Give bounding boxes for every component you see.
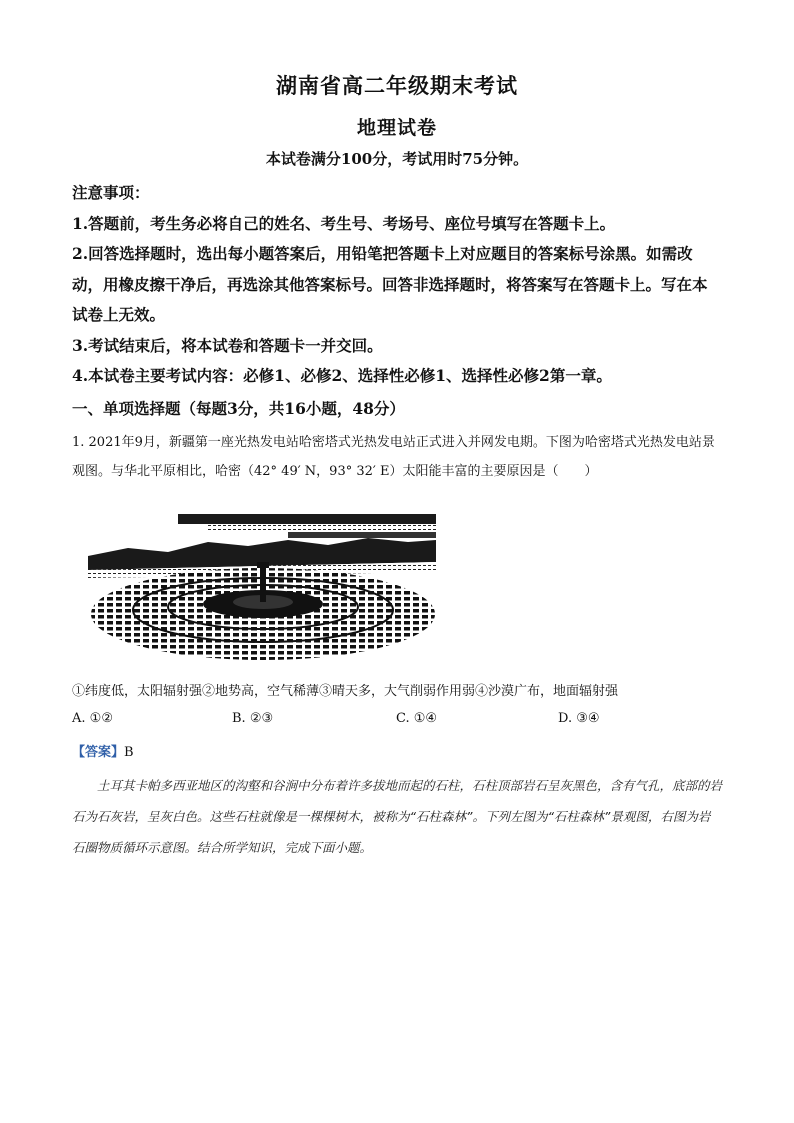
option-b[interactable]	[232, 711, 273, 726]
note-item-2: 2.回答选择题时，选出每小题答案后，用铅笔把答题卡上对应题目的答案标号涂黑。如需改动，用橡皮擦干净后，再选涂其他答案标号。回答非选择题时，将答案写在答题卡上。写在本试卷上无效。	[72, 244, 708, 324]
exam-subtitle: 地理试卷	[356, 117, 437, 139]
notes-heading: 注意事项：	[72, 183, 150, 202]
option-b-letter: B.	[232, 711, 246, 726]
note-item-3: 3.考试结束后，将本试卷和答题卡一并交回。	[72, 335, 383, 355]
option-a[interactable]	[72, 711, 113, 726]
notes-section	[72, 178, 722, 392]
option-c-text: ①④	[413, 711, 438, 726]
option-c-letter: C.	[396, 711, 410, 726]
reading-passage	[72, 770, 722, 863]
option-c[interactable]	[396, 711, 437, 726]
answer-value: B	[124, 745, 134, 760]
answer-tag: 【答案】	[72, 745, 125, 760]
question-1-statements: ①纬度低，太阳辐射强②地势高，空气稀薄③晴天多，大气削弱作用弱④沙漠广布，地面辐射强	[72, 684, 619, 699]
note-item-4: 4.本试卷主要考试内容：必修1、必修2、选择性必修1、选择性必修2第一章。	[72, 366, 612, 385]
passage-text: 土耳其卡帕多西亚地区的沟壑和谷涧中分布着许多拔地而起的石柱，石柱顶部岩石呈灰黑色，含有气孔，底部的岩石为石灰岩，呈灰白色。这些石柱就像是一棵棵树木，被称为“石柱森林”。下列左图为“石柱森林”景观图，右图为岩石圈物质循环示意图。结合所学知识，完成下面小题。	[72, 778, 723, 855]
question-1-stem	[72, 428, 722, 486]
question-1-text: 1. 2021年9月，新疆第一座光热发电站哈密塔式光热发电站正式进入并网发电期。下图为哈密塔式光热发电站景观图。与华北平原相比，哈密（42° 49′ N，93° 32′ E）太阳能丰富的主要原因是（ ）	[72, 435, 715, 479]
option-d-text: ③④	[576, 711, 600, 726]
option-a-text: ①②	[89, 711, 113, 726]
option-b-text: ②③	[249, 711, 274, 726]
note-item-1: 1.答题前，考生务必将自己的姓名、考生号、考场号、座位号填写在答题卡上。	[72, 213, 616, 233]
score-info: 本试卷满分100分，考试用时75分钟。	[265, 150, 529, 168]
exam-title: 湖南省高二年级期末考试	[276, 73, 518, 98]
section-heading: 一、单项选择题（每题3分，共16小题，48分）	[72, 399, 405, 418]
question-1-answer	[72, 741, 134, 760]
option-a-letter: A.	[72, 711, 86, 726]
option-d-letter: D.	[558, 711, 573, 726]
solar-plant-photo	[88, 512, 438, 662]
option-d[interactable]	[558, 711, 600, 726]
